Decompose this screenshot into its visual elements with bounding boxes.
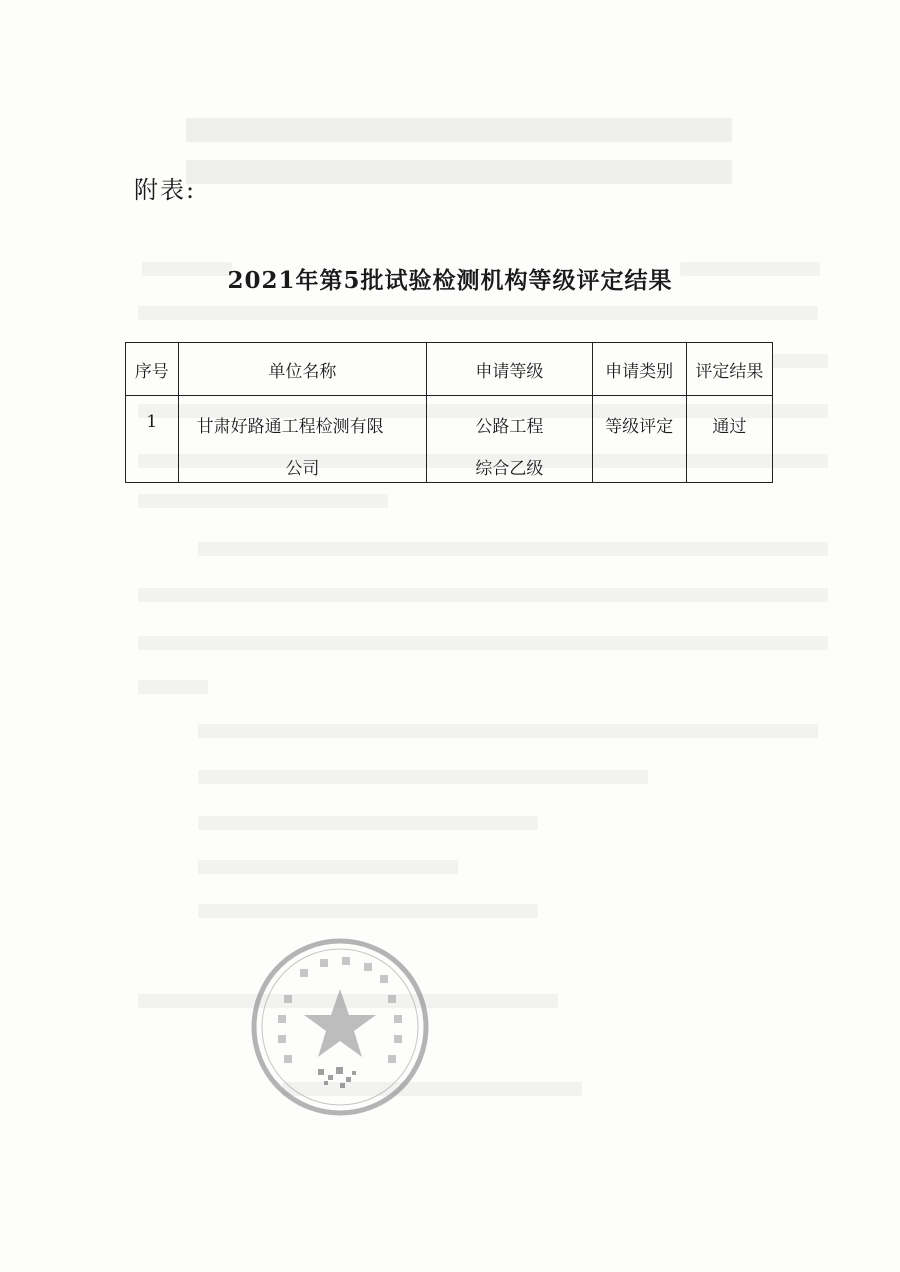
page-title: 2021年第5批试验检测机构等级评定结果: [227, 267, 673, 294]
header-result: 评定结果: [686, 343, 772, 396]
cell-index: [126, 396, 179, 483]
star-icon: [304, 989, 376, 1057]
official-seal-stamp: [248, 935, 432, 1119]
header-unit-name: 单位名称: [178, 343, 427, 396]
table-row: [126, 396, 773, 483]
applied-grade-line2: 综合乙级: [475, 459, 544, 479]
unit-name-line2: 公司: [285, 459, 320, 479]
cell-applied-category: [592, 396, 686, 483]
row-index: 1: [146, 412, 158, 432]
unit-name-line1: 甘肃好路通工程检测有限: [196, 417, 384, 437]
cell-unit-name: [178, 396, 427, 483]
table-header-row: [126, 343, 773, 396]
applied-category: 等级评定: [605, 417, 674, 437]
cell-applied-grade: [427, 396, 592, 483]
annex-label: 附表:: [134, 176, 197, 204]
results-table: [125, 342, 773, 483]
applied-grade-line1: 公路工程: [475, 417, 544, 437]
header-index: 序号: [126, 343, 179, 396]
header-applied-category: 申请类别: [592, 343, 686, 396]
result-value: 通过: [712, 417, 747, 437]
header-applied-grade: 申请等级: [427, 343, 592, 396]
cell-result: [686, 396, 772, 483]
